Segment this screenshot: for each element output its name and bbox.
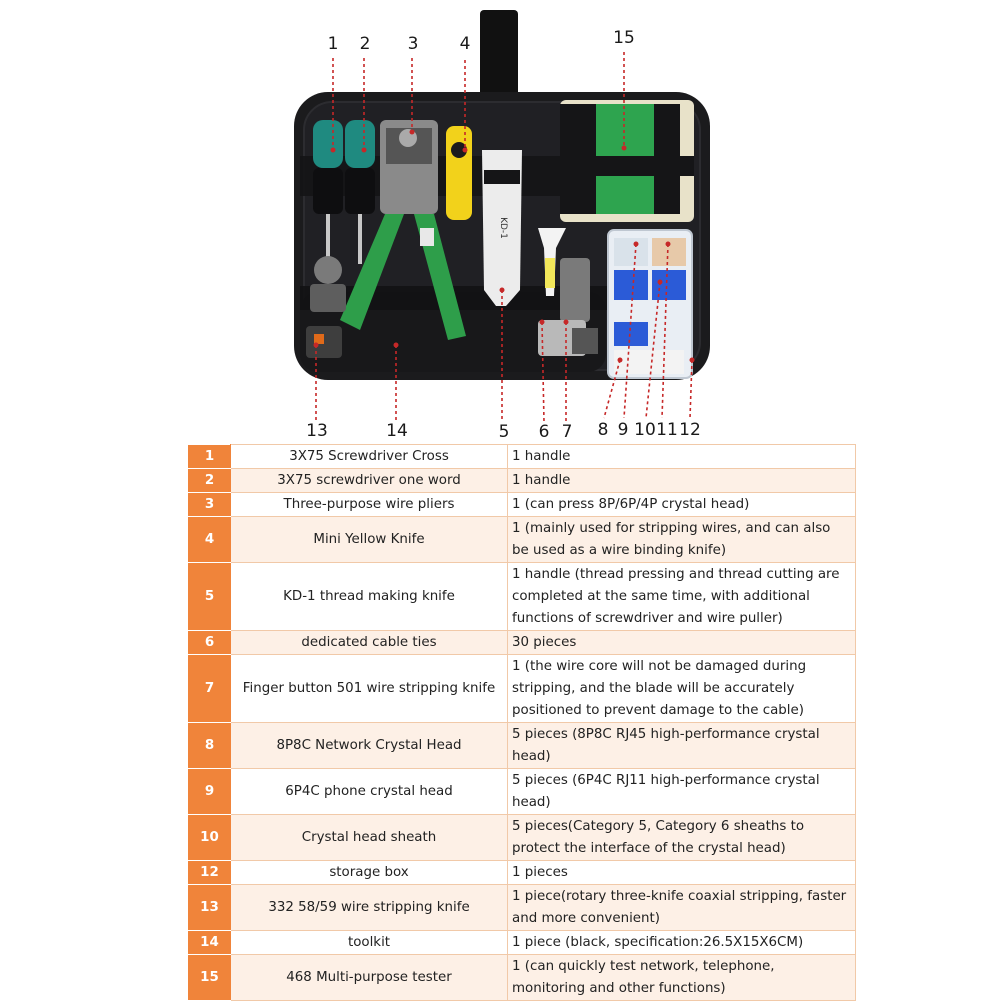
table-row bbox=[189, 769, 856, 815]
row-name: Crystal head sheath bbox=[231, 815, 508, 861]
row-number: 2 bbox=[189, 469, 231, 493]
parts-table bbox=[188, 444, 856, 1001]
row-desc: 1 handle (thread pressing and thread cutting are completed at the same time, with additional functions of screwdriver and wire puller) bbox=[508, 563, 856, 631]
table-row bbox=[189, 493, 856, 517]
table-row bbox=[189, 563, 856, 631]
row-number: 9 bbox=[189, 769, 231, 815]
row-number: 8 bbox=[189, 723, 231, 769]
row-name: 3X75 screwdriver one word bbox=[231, 469, 508, 493]
row-desc: 1 pieces bbox=[508, 861, 856, 885]
row-desc: 5 pieces (8P8C RJ45 high-performance crystal head) bbox=[508, 723, 856, 769]
row-desc: 1 handle bbox=[508, 469, 856, 493]
row-name: dedicated cable ties bbox=[231, 631, 508, 655]
callout-15: 15 bbox=[613, 28, 635, 48]
callout-9: 9 bbox=[617, 420, 629, 440]
row-number: 3 bbox=[189, 493, 231, 517]
callout-2: 2 bbox=[359, 34, 371, 54]
row-name: KD-1 thread making knife bbox=[231, 563, 508, 631]
row-desc: 1 (can press 8P/6P/4P crystal head) bbox=[508, 493, 856, 517]
toolkit-illustration bbox=[0, 0, 1000, 445]
callout-12: 12 bbox=[679, 420, 701, 440]
callout-8: 8 bbox=[597, 420, 609, 440]
yellow-knife-icon bbox=[446, 126, 472, 220]
row-name: Three-purpose wire pliers bbox=[231, 493, 508, 517]
callout-3: 3 bbox=[407, 34, 419, 54]
row-number: 7 bbox=[189, 655, 231, 723]
callout-5: 5 bbox=[498, 422, 510, 442]
row-desc: 1 (the wire core will not be damaged during stripping, and the blade will be accurately positioned to prevent damage to the cable) bbox=[508, 655, 856, 723]
row-name: 468 Multi-purpose tester bbox=[231, 955, 508, 1001]
table-row bbox=[189, 445, 856, 469]
table-row bbox=[189, 861, 856, 885]
row-desc: 5 pieces (6P4C RJ11 high-performance crystal head) bbox=[508, 769, 856, 815]
row-number: 1 bbox=[189, 445, 231, 469]
table-row bbox=[189, 955, 856, 1001]
row-name: storage box bbox=[231, 861, 508, 885]
row-name: 3X75 Screwdriver Cross bbox=[231, 445, 508, 469]
table-row bbox=[189, 655, 856, 723]
table-row bbox=[189, 815, 856, 861]
row-desc: 1 piece (black, specification:26.5X15X6CM) bbox=[508, 931, 856, 955]
row-name: 6P4C phone crystal head bbox=[231, 769, 508, 815]
row-name: toolkit bbox=[231, 931, 508, 955]
callout-4: 4 bbox=[459, 34, 471, 54]
table-row bbox=[189, 931, 856, 955]
row-desc: 1 (can quickly test network, telephone, monitoring and other functions) bbox=[508, 955, 856, 1001]
row-number: 15 bbox=[189, 955, 231, 1001]
row-number: 5 bbox=[189, 563, 231, 631]
callout-1: 1 bbox=[327, 34, 339, 54]
kd1-tool-icon bbox=[482, 150, 522, 306]
kd1-label: KD-1 bbox=[498, 217, 508, 239]
row-desc: 1 handle bbox=[508, 445, 856, 469]
table-row bbox=[189, 469, 856, 493]
callout-6: 6 bbox=[538, 422, 550, 442]
callout-7: 7 bbox=[561, 422, 573, 442]
row-number: 10 bbox=[189, 815, 231, 861]
row-desc: 30 pieces bbox=[508, 631, 856, 655]
callout-11: 11 bbox=[656, 420, 678, 440]
row-desc: 1 (mainly used for stripping wires, and can also be used as a wire binding knife) bbox=[508, 517, 856, 563]
row-name: Mini Yellow Knife bbox=[231, 517, 508, 563]
row-number: 6 bbox=[189, 631, 231, 655]
table-row bbox=[189, 517, 856, 563]
table-row bbox=[189, 885, 856, 931]
callout-14: 14 bbox=[386, 421, 408, 441]
callout-10: 10 bbox=[634, 420, 656, 440]
product-photo bbox=[0, 0, 1000, 445]
table-row bbox=[189, 631, 856, 655]
storage-box-icon bbox=[608, 230, 692, 378]
row-number: 12 bbox=[189, 861, 231, 885]
row-number: 13 bbox=[189, 885, 231, 931]
callout-13: 13 bbox=[306, 421, 328, 441]
row-name: Finger button 501 wire stripping knife bbox=[231, 655, 508, 723]
row-desc: 5 pieces(Category 5, Category 6 sheaths to protect the interface of the crystal head) bbox=[508, 815, 856, 861]
table-row bbox=[189, 723, 856, 769]
row-name: 332 58/59 wire stripping knife bbox=[231, 885, 508, 931]
row-name: 8P8C Network Crystal Head bbox=[231, 723, 508, 769]
row-desc: 1 piece(rotary three-knife coaxial stripping, faster and more convenient) bbox=[508, 885, 856, 931]
row-number: 14 bbox=[189, 931, 231, 955]
network-tester-icon bbox=[560, 100, 694, 222]
row-number: 4 bbox=[189, 517, 231, 563]
